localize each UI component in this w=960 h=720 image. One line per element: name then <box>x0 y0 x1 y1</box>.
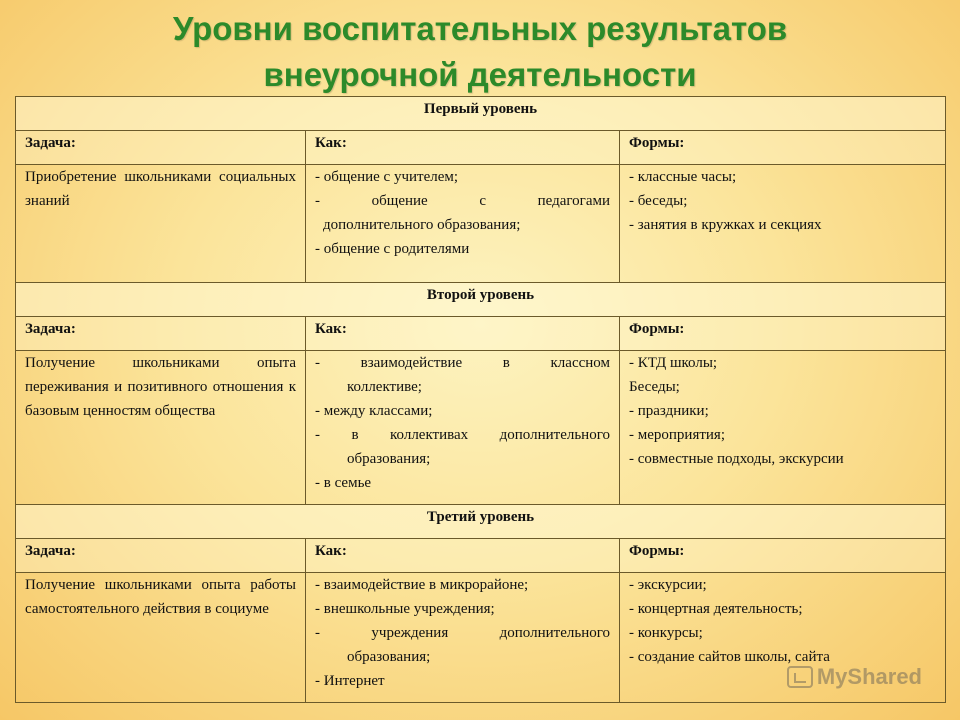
level-3-forms-item: - конкурсы; <box>629 625 703 641</box>
level-1-forms <box>620 165 946 283</box>
level-2-forms-item: - КТД школы; <box>629 355 718 371</box>
level-3-header-row <box>16 505 946 539</box>
level-1-how <box>306 165 620 283</box>
level-3-how-item: образования; <box>347 649 431 665</box>
level-2-forms-item: - мероприятия; <box>629 427 725 443</box>
level-3-how-item: - Интернет <box>315 673 385 689</box>
level-1-title: Первый уровень <box>16 97 946 131</box>
level-3-how-item: - внешкольные учреждения; <box>315 601 495 617</box>
column-header-task: Задача: <box>16 539 306 573</box>
column-header-forms: Формы: <box>620 539 946 573</box>
level-1-how-item: - общение с родителями <box>315 241 470 257</box>
level-3-forms-item: - экскурсии; <box>629 577 707 593</box>
level-1-header-row <box>16 97 946 131</box>
level-2-forms-item: - совместные подходы, экскурсии <box>629 451 844 467</box>
level-1-content-row <box>16 165 946 283</box>
levels-table <box>15 96 946 703</box>
level-2-how-item: образования; <box>347 451 431 467</box>
level-3-forms-item: - концертная деятельность; <box>629 601 803 617</box>
column-header-task: Задача: <box>16 317 306 351</box>
level-2-title: Второй уровень <box>16 283 946 317</box>
level-3-how <box>306 573 620 703</box>
level-2-column-headers <box>16 317 946 351</box>
level-1-forms-item: - классные часы; <box>629 169 737 185</box>
level-2-task: Получение школьниками опыта переживания и позитивного отношения к базовым ценностям общества <box>16 351 306 505</box>
level-1-how-item: - общение с учителем; <box>315 169 459 185</box>
level-1-column-headers <box>16 131 946 165</box>
level-2-how-item: - взаимодействие в классном <box>315 355 610 371</box>
level-2-forms <box>620 351 946 505</box>
level-2-forms-item: Беседы; <box>629 379 680 395</box>
level-3-how-item: - учреждения дополнительного <box>315 625 610 641</box>
level-1-forms-item: - беседы; <box>629 193 688 209</box>
column-header-how: Как: <box>306 539 620 573</box>
level-3-title: Третий уровень <box>16 505 946 539</box>
level-3-column-headers <box>16 539 946 573</box>
level-2-header-row <box>16 283 946 317</box>
level-3-task: Получение школьниками опыта работы самостоятельного действия в социуме <box>16 573 306 703</box>
level-1-forms-item: - занятия в кружках и секциях <box>629 217 822 233</box>
level-2-forms-item: - праздники; <box>629 403 709 419</box>
level-2-how <box>306 351 620 505</box>
page-title-line-2: внеурочной деятельности <box>263 56 697 93</box>
column-header-how: Как: <box>306 131 620 165</box>
level-2-how-item: - в коллективах дополнительного <box>315 427 610 443</box>
level-3-how-item: - взаимодействие в микрорайоне; <box>315 577 529 593</box>
level-1-how-item: - общение с педагогами <box>315 193 610 209</box>
level-3-forms-item: - создание сайтов школы, сайта <box>629 649 830 665</box>
column-header-task: Задача: <box>16 131 306 165</box>
presentation-icon <box>787 666 813 688</box>
page-title <box>0 6 960 98</box>
watermark <box>787 664 922 690</box>
page-title-line-1: Уровни воспитательных результатов <box>172 10 788 47</box>
level-2-how-item: - в семье <box>315 475 372 491</box>
level-1-how-item: дополнительного образования; <box>323 217 521 233</box>
level-2-how-item: - между классами; <box>315 403 433 419</box>
level-1-task: Приобретение школьниками социальных знаний <box>16 165 306 283</box>
level-2-how-item: коллективе; <box>347 379 422 395</box>
watermark-text: MyShared <box>816 664 922 689</box>
column-header-forms: Формы: <box>620 317 946 351</box>
column-header-forms: Формы: <box>620 131 946 165</box>
column-header-how: Как: <box>306 317 620 351</box>
level-2-content-row <box>16 351 946 505</box>
